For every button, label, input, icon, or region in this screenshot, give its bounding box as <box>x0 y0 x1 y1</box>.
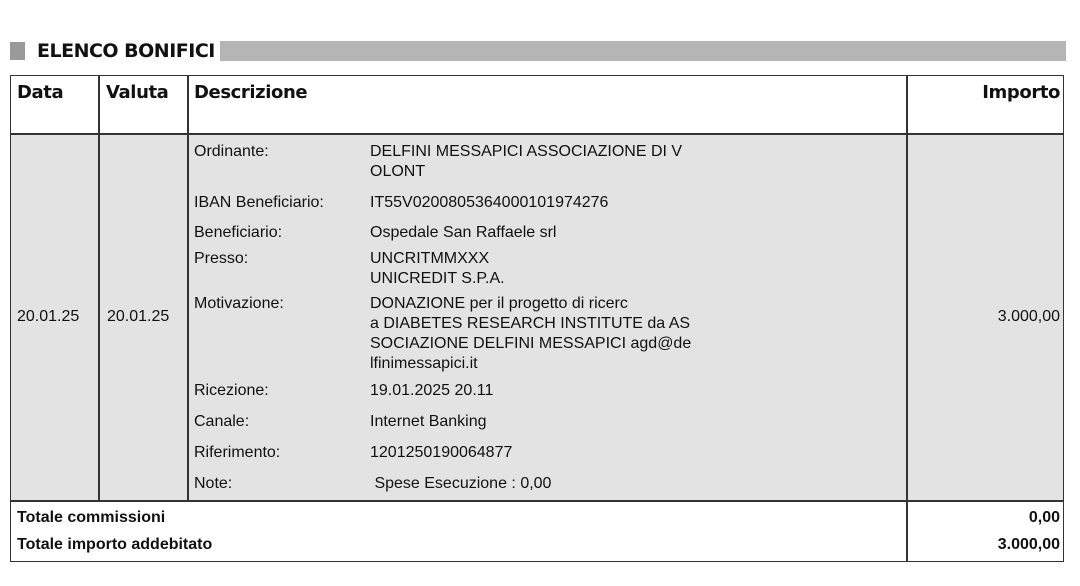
cell-importo: 3.000,00 <box>997 308 1060 325</box>
header-bar <box>220 41 1066 61</box>
row-divider <box>10 133 1064 135</box>
detail-label: Motivazione: <box>194 295 284 312</box>
detail-label: Beneficiario: <box>194 224 283 241</box>
detail-value: 19.01.2025 20.11 <box>370 382 494 399</box>
total-addebitato-label: Totale importo addebitato <box>17 536 213 553</box>
detail-value: lfinimessapici.it <box>370 355 478 372</box>
section-header <box>10 39 1066 63</box>
column-header-valuta: Valuta <box>106 82 169 103</box>
detail-value: 1201250190064877 <box>370 444 513 461</box>
total-addebitato-value: 3.000,00 <box>997 536 1060 553</box>
detail-value: UNICREDIT S.P.A. <box>370 270 505 287</box>
col-divider <box>187 75 189 500</box>
detail-value: OLONT <box>370 163 426 180</box>
column-header-descrizione: Descrizione <box>194 82 308 103</box>
header-marker <box>10 42 25 60</box>
row-divider <box>10 500 1064 502</box>
total-commissioni-value: 0,00 <box>1028 509 1060 526</box>
total-commissioni-label: Totale commissioni <box>17 509 166 526</box>
cell-data: 20.01.25 <box>17 308 80 325</box>
detail-value: IT55V0200805364000101974276 <box>370 194 609 211</box>
detail-value: Internet Banking <box>370 413 487 430</box>
detail-value: SOCIAZIONE DELFINI MESSAPICI agd@de <box>370 335 692 352</box>
detail-label: Ordinante: <box>194 143 269 160</box>
column-header-data: Data <box>17 82 64 103</box>
detail-value: Spese Esecuzione : 0,00 <box>370 475 552 492</box>
detail-value: DELFINI MESSAPICI ASSOCIAZIONE DI V <box>370 143 683 160</box>
detail-label: Canale: <box>194 413 250 430</box>
detail-label: IBAN Beneficiario: <box>194 194 324 211</box>
detail-value: a DIABETES RESEARCH INSTITUTE da AS <box>370 315 691 332</box>
col-divider <box>98 75 100 500</box>
cell-valuta: 20.01.25 <box>107 308 170 325</box>
section-title: ELENCO BONIFICI <box>37 40 215 62</box>
detail-value: DONAZIONE per il progetto di ricerc <box>370 295 628 312</box>
detail-label: Presso: <box>194 250 249 267</box>
detail-label: Riferimento: <box>194 444 281 461</box>
detail-value: Ospedale San Raffaele srl <box>370 224 557 241</box>
column-header-importo: Importo <box>982 82 1060 103</box>
detail-label: Note: <box>194 475 233 492</box>
col-divider <box>906 75 908 562</box>
detail-value: UNCRITMMXXX <box>370 250 490 267</box>
detail-label: Ricezione: <box>194 382 269 399</box>
